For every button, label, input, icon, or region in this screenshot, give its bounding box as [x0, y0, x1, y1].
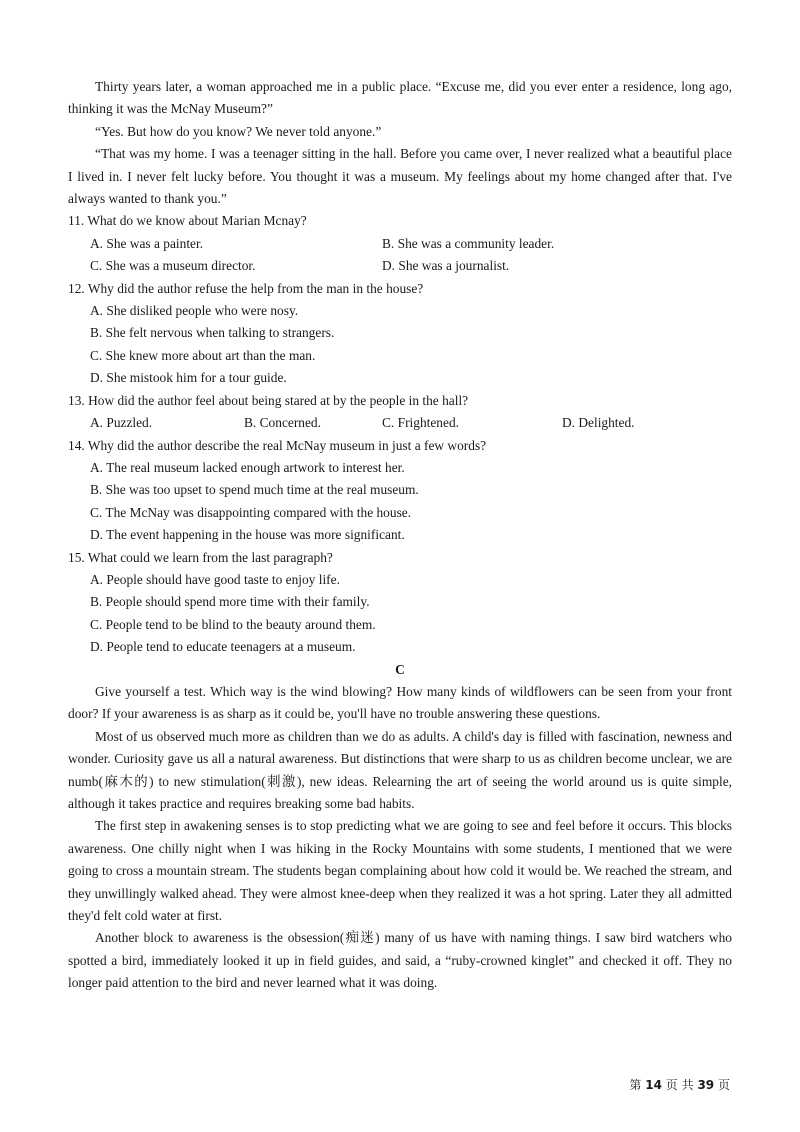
- question-stem: 15. What could we learn from the last paragraph?: [68, 549, 333, 565]
- question-stem: 13. How did the author feel about being stared at by the people in the hall?: [68, 392, 469, 408]
- option-b: B. Concerned.: [244, 415, 321, 431]
- page-suffix: 页: [717, 1078, 730, 1092]
- paragraph: Another block to awareness is the obsession(痴迷) many of us have with naming things. I saw bird watchers who spotted a bird, immediately looked it up in field guides, and said, a “ruby-crowned kinglet” and checked it off. They no longer paid attention to the bird and never learned what it was doing.: [68, 930, 732, 991]
- option-b: B. People should spend more time with their family.: [90, 594, 370, 610]
- page-middle: 页 共: [665, 1078, 694, 1092]
- section-heading: C: [395, 661, 405, 677]
- option-a: A. She was a painter.: [90, 235, 204, 251]
- page-number: [629, 1076, 730, 1093]
- question-stem: 12. Why did the author refuse the help from the man in the house?: [68, 280, 424, 296]
- option-c: C. She knew more about art than the man.: [90, 347, 316, 363]
- option-a: A. The real museum lacked enough artwork to interest her.: [90, 459, 405, 475]
- total-pages: 39: [697, 1078, 715, 1092]
- option-c: C. The McNay was disappointing compared with the house.: [90, 504, 412, 520]
- paragraph: “That was my home. I was a teenager sitting in the hall. Before you came over, I never realized what a beautiful place I lived in. I never felt lucky before. You thought it was a museum. My feelings about my home changed after that. I've always wanted to thank you.”: [68, 146, 732, 207]
- option-row: [90, 233, 732, 255]
- paragraph: Thirty years later, a woman approached me in a public place. “Excuse me, did you ever enter a residence, long ago, thinking it was the McNay Museum?”: [68, 79, 732, 117]
- option-d: D. She was a journalist.: [382, 258, 510, 274]
- option-c: C. People tend to be blind to the beauty around them.: [90, 616, 376, 632]
- paragraph: The first step in awakening senses is to stop predicting what we are going to see and feel before it occurs. This blocks awareness. One chilly night when I was hiking in the Rocky Mountains with some students, I mentioned that we were going to cross a mountain stream. The students began complaining about how cold it would be. We reached the stream, and they unwillingly walked ahead. They were almost knee-deep when they realized it was a hot spring. Later they all admitted they'd felt cold water at first.: [68, 818, 732, 924]
- question-stem: 11. What do we know about Marian Mcnay?: [68, 213, 307, 229]
- paragraph: “Yes. But how do you know? We never told anyone.”: [95, 123, 382, 139]
- paragraph: Most of us observed much more as children than we do as adults. A child's day is filled with fascination, newness and wonder. Curiosity gave us all a natural awareness. But distinctions that were sharp to us as children become unclear, we are numb(麻木的) to new stimulation(刺激), new ideas. Relearning the art of seeing the world around us is quite simple, although it takes practice and requires breaking some bad habits.: [68, 728, 732, 811]
- option-row: [90, 412, 732, 434]
- option-a: A. She disliked people who were nosy.: [90, 303, 299, 319]
- paragraph: Give yourself a test. Which way is the wind blowing? How many kinds of wildflowers can be seen from your front door? If your awareness is as sharp as it could be, you'll have no trouble answering these questions.: [68, 683, 732, 722]
- option-d: D. She mistook him for a tour guide.: [90, 370, 287, 386]
- option-row: [90, 255, 732, 277]
- option-b: B. She was a community leader.: [382, 235, 555, 251]
- option-d: D. The event happening in the house was more significant.: [90, 527, 405, 543]
- page-prefix: 第: [629, 1078, 642, 1092]
- document-page: [68, 76, 732, 995]
- option-a: A. Puzzled.: [90, 415, 153, 431]
- option-d: D. Delighted.: [562, 415, 635, 431]
- option-c: C. Frightened.: [382, 415, 459, 431]
- current-page: 14: [645, 1078, 662, 1092]
- option-b: B. She felt nervous when talking to strangers.: [90, 325, 335, 341]
- option-a: A. People should have good taste to enjoy life.: [90, 571, 340, 587]
- option-b: B. She was too upset to spend much time at the real museum.: [90, 482, 419, 498]
- question-stem: 14. Why did the author describe the real McNay museum in just a few words?: [68, 437, 487, 453]
- option-d: D. People tend to educate teenagers at a museum.: [90, 639, 356, 655]
- option-c: C. She was a museum director.: [90, 258, 256, 274]
